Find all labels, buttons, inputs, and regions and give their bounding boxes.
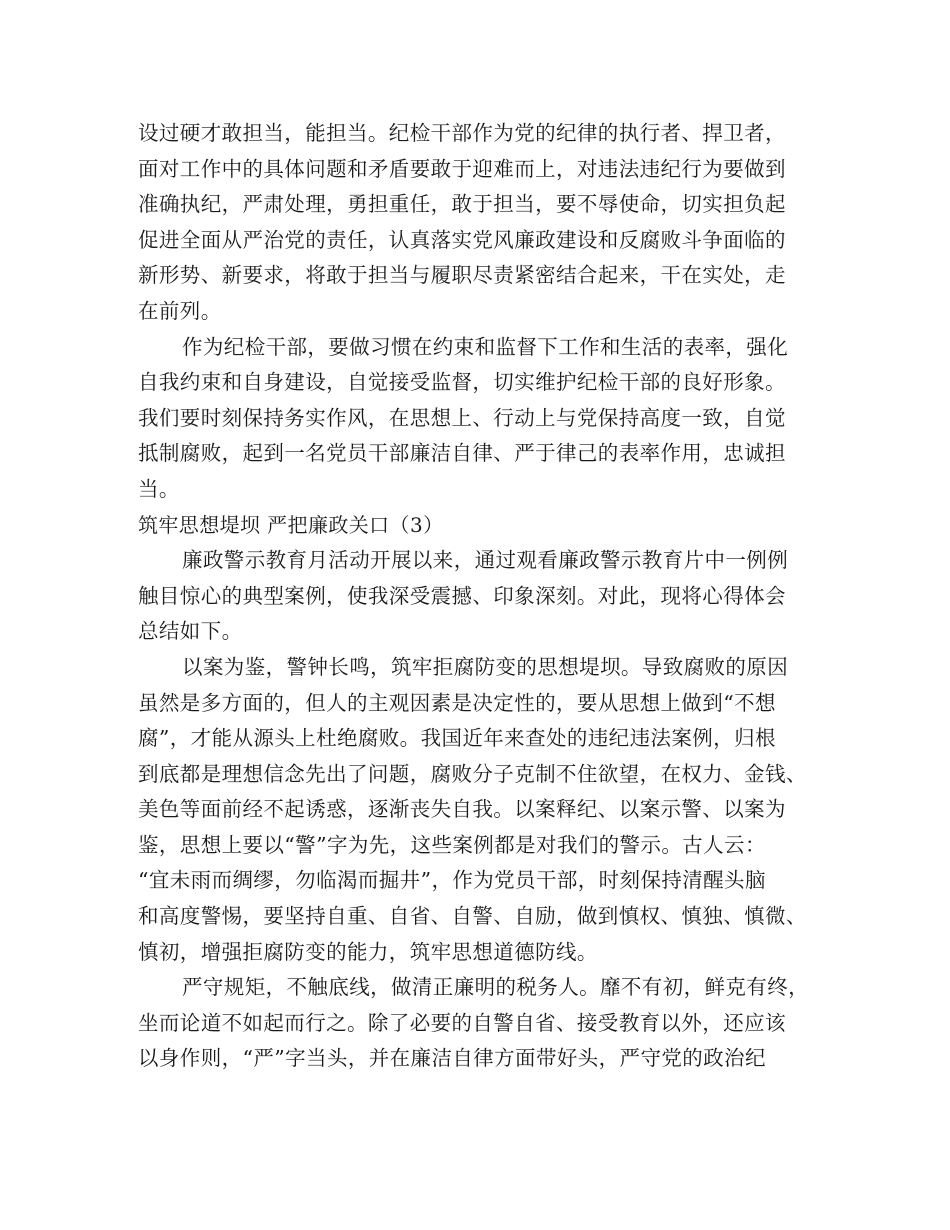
text-line: 鉴，思想上要以“警”字为先，这些案例都是对我们的警示。古人云： xyxy=(138,832,766,857)
text-line: 抵制腐败，起到一名党员干部廉洁自律、严于律己的表率作用，忠诚担 xyxy=(138,441,786,466)
text-line: 当。 xyxy=(138,476,180,501)
text-line: 严守规矩，不触底线，做清正廉明的税务人。靡不有初，鲜克有终， xyxy=(182,975,809,1000)
text-line: 以身作则，“严”字当头，并在廉洁自律方面带好头，严守党的政治纪 xyxy=(138,1046,766,1071)
text-line: 我们要时刻保持务实作风，在思想上、行动上与党保持高度一致，自觉 xyxy=(138,405,786,430)
text-line: 坐而论道不如起而行之。除了必要的自警自省、接受教育以外，还应该 xyxy=(138,1010,786,1035)
text-line: 准确执纪，严肃处理，勇担重任，敢于担当，要不辱使命，切实担负起 xyxy=(138,192,786,217)
section-heading: 筑牢思想堤坝 严把廉政关口（3） xyxy=(138,512,444,537)
text-line: 自我约束和自身建设，自觉接受监督，切实维护纪检干部的良好形象。 xyxy=(138,370,786,395)
text-line: 在前列。 xyxy=(138,298,222,323)
text-line: 以案为鉴，警钟长鸣，筑牢拒腐防变的思想堤坝。导致腐败的原因 xyxy=(182,654,789,679)
body-text xyxy=(138,116,818,1077)
text-line: 新形势、新要求，将敢于担当与履职尽责紧密结合起来，干在实处，走 xyxy=(138,263,786,288)
text-line: 设过硬才敢担当，能担当。纪检干部作为党的纪律的执行者、捍卫者， xyxy=(138,121,786,145)
text-line: 促进全面从严治党的责任，认真落实党风廉政建设和反腐败斗争面临的 xyxy=(138,227,786,252)
text-line: 廉政警示教育月活动开展以来，通过观看廉政警示教育片中一例例 xyxy=(182,548,789,573)
text-line: 美色等面前经不起诱惑，逐渐丧失自我。以案释纪、以案示警、以案为 xyxy=(138,797,786,822)
text-line: 和高度警惕，要坚持自重、自省、自警、自励，做到慎权、慎独、慎微、 xyxy=(138,904,807,929)
text-line: 到底都是理想信念先出了问题，腐败分子克制不住欲望，在权力、金钱、 xyxy=(138,761,807,786)
text-line: 触目惊心的典型案例，使我深受震撼、印象深刻。对此，现将心得体会 xyxy=(138,583,786,608)
text-line: 腐”，才能从源头上杜绝腐败。我国近年来查处的违纪违法案例，归根 xyxy=(138,726,776,751)
text-line: 慎初，增强拒腐防变的能力，筑牢思想道德防线。 xyxy=(138,939,598,964)
text-line: 面对工作中的具体问题和矛盾要敢于迎难而上，对违法违纪行为要做到 xyxy=(138,156,786,181)
text-line: 作为纪检干部，要做习惯在约束和监督下工作和生活的表率，强化 xyxy=(182,334,789,359)
text-line: 总结如下。 xyxy=(138,619,243,644)
text-line: “宜未雨而绸缪，勿临渴而掘井”，作为党员干部，时刻保持清醒头脑 xyxy=(138,868,766,893)
text-line: 虽然是多方面的，但人的主观因素是决定性的，要从思想上做到“不想 xyxy=(138,690,776,715)
